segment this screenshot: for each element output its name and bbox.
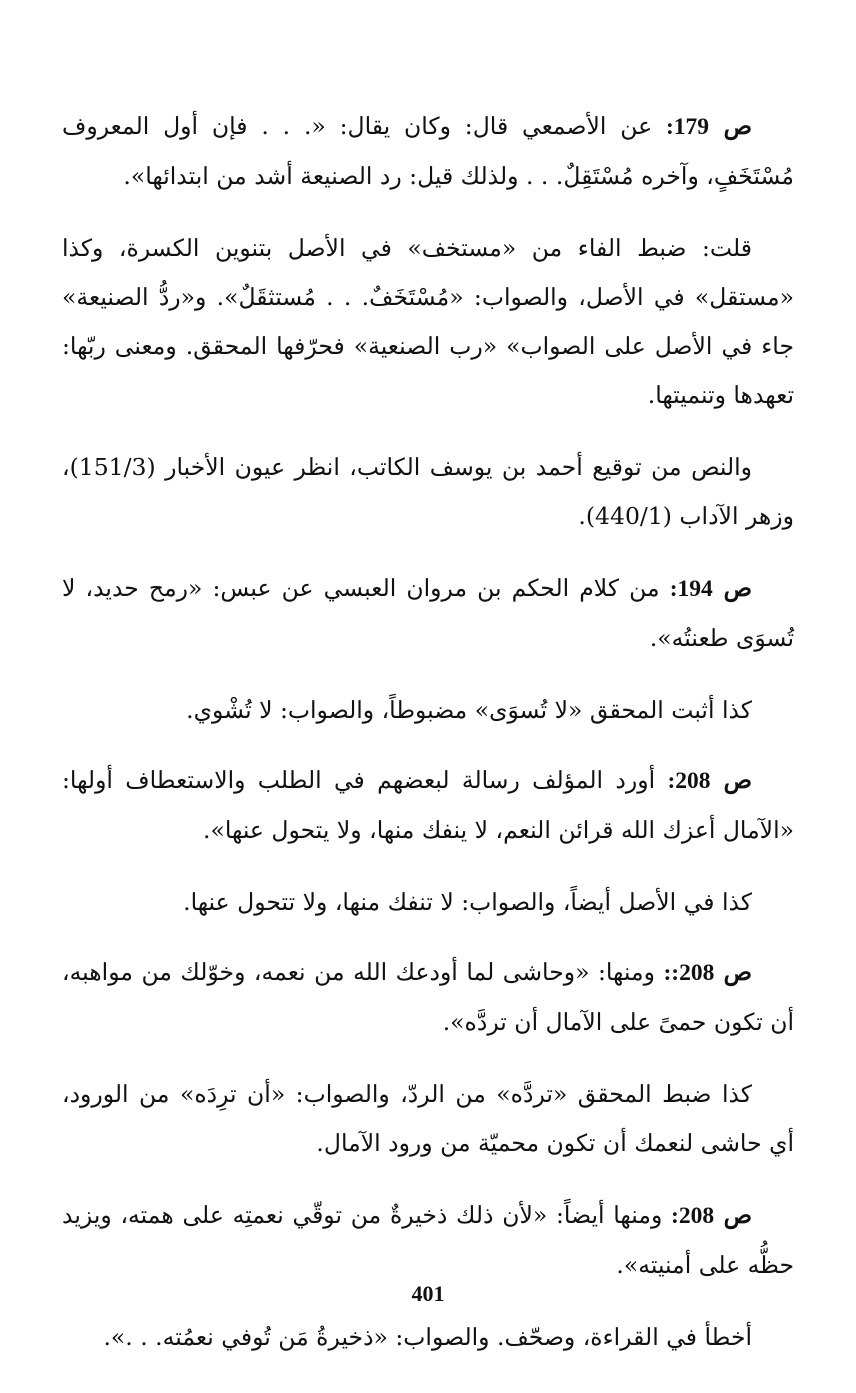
paragraph-p179: ص 179: عن الأصمعي قال: وكان يقال: «. . . فإن أول المعروف مُسْتَخَفٍ، وآخره مُسْتَقِلٌ. . . ولذلك قيل: رد الصنيعة أشد من ابتدائها». [62,112,794,190]
page-reference: ص 179: [665,112,753,140]
paragraph-p208-a: ص 208: أورد المؤلف رسالة لبعضهم في الطلب والاستعطاف أولها: «الآمال أعزك الله قرائن النعم، لا ينفك منها، ولا يتحول عنها». [62,766,794,844]
page-reference: ص 208:: [663,958,752,986]
paragraph-p208-c: ص 208: ومنها أيضاً: «لأن ذلك ذخيرةٌ من توقّي نعمتِه على همته، ويزيد حظُّه على أمنيته». [62,1201,794,1279]
page-body [62,102,794,1385]
paragraph-p208-b: ص 208:: ومنها: «وحاشى لما أودعك الله من نعمه، وخوّلك من مواهبه، أن تكون حمىً على الآمال أن تردَّه». [62,958,794,1036]
paragraph-note-179: قلت: ضبط الفاء من «مستخف» في الأصل بتنوين الكسرة، وكذا «مستقل» في الأصل، والصواب: «مُسْتَخَفٌ. . . مُستثقَلٌ». و«ردُّ الصنيعة» جاء في الأصل على الصواب» «رب الصنعية» فحرّفها المحقق. ومعنى ربّها: تعهدها وتنميتها. [62,234,794,409]
paragraph-note-208-c: أخطأ في القراءة، وصحّف. والصواب: «ذخيرةُ مَن تُوفي نعمُته. . .». [103,1323,752,1351]
paragraph-source-179: والنص من توقيع أحمد بن يوسف الكاتب، انظر عيون الأخبار (151/3)، وزهر الآداب (440/1). [62,453,794,530]
paragraph-p194: ص 194: من كلام الحكم بن مروان العبسي عن عبس: «رمح حديد، لا تُسوَى طعنتُه». [62,574,794,652]
page-reference: ص 208: [671,1201,752,1229]
paragraph-note-208-b: كذا ضبط المحقق «تردَّه» من الردّ، والصواب: «أن ترِدَه» من الورود، أي حاشى لنعمك أن تكون محميّة من ورود الآمال. [62,1080,794,1157]
page-number: 401 [411,1281,445,1306]
page-reference: ص 208: [667,766,752,794]
paragraph-note-194: كذا أثبت المحقق «لا تُسوَى» مضبوطاً، والصواب: لا تُشْوي. [186,696,752,724]
page-reference: ص 194: [669,574,752,602]
paragraph-note-208-a: كذا في الأصل أيضاً، والصواب: لا تنفك منها، ولا تتحول عنها. [183,888,752,916]
